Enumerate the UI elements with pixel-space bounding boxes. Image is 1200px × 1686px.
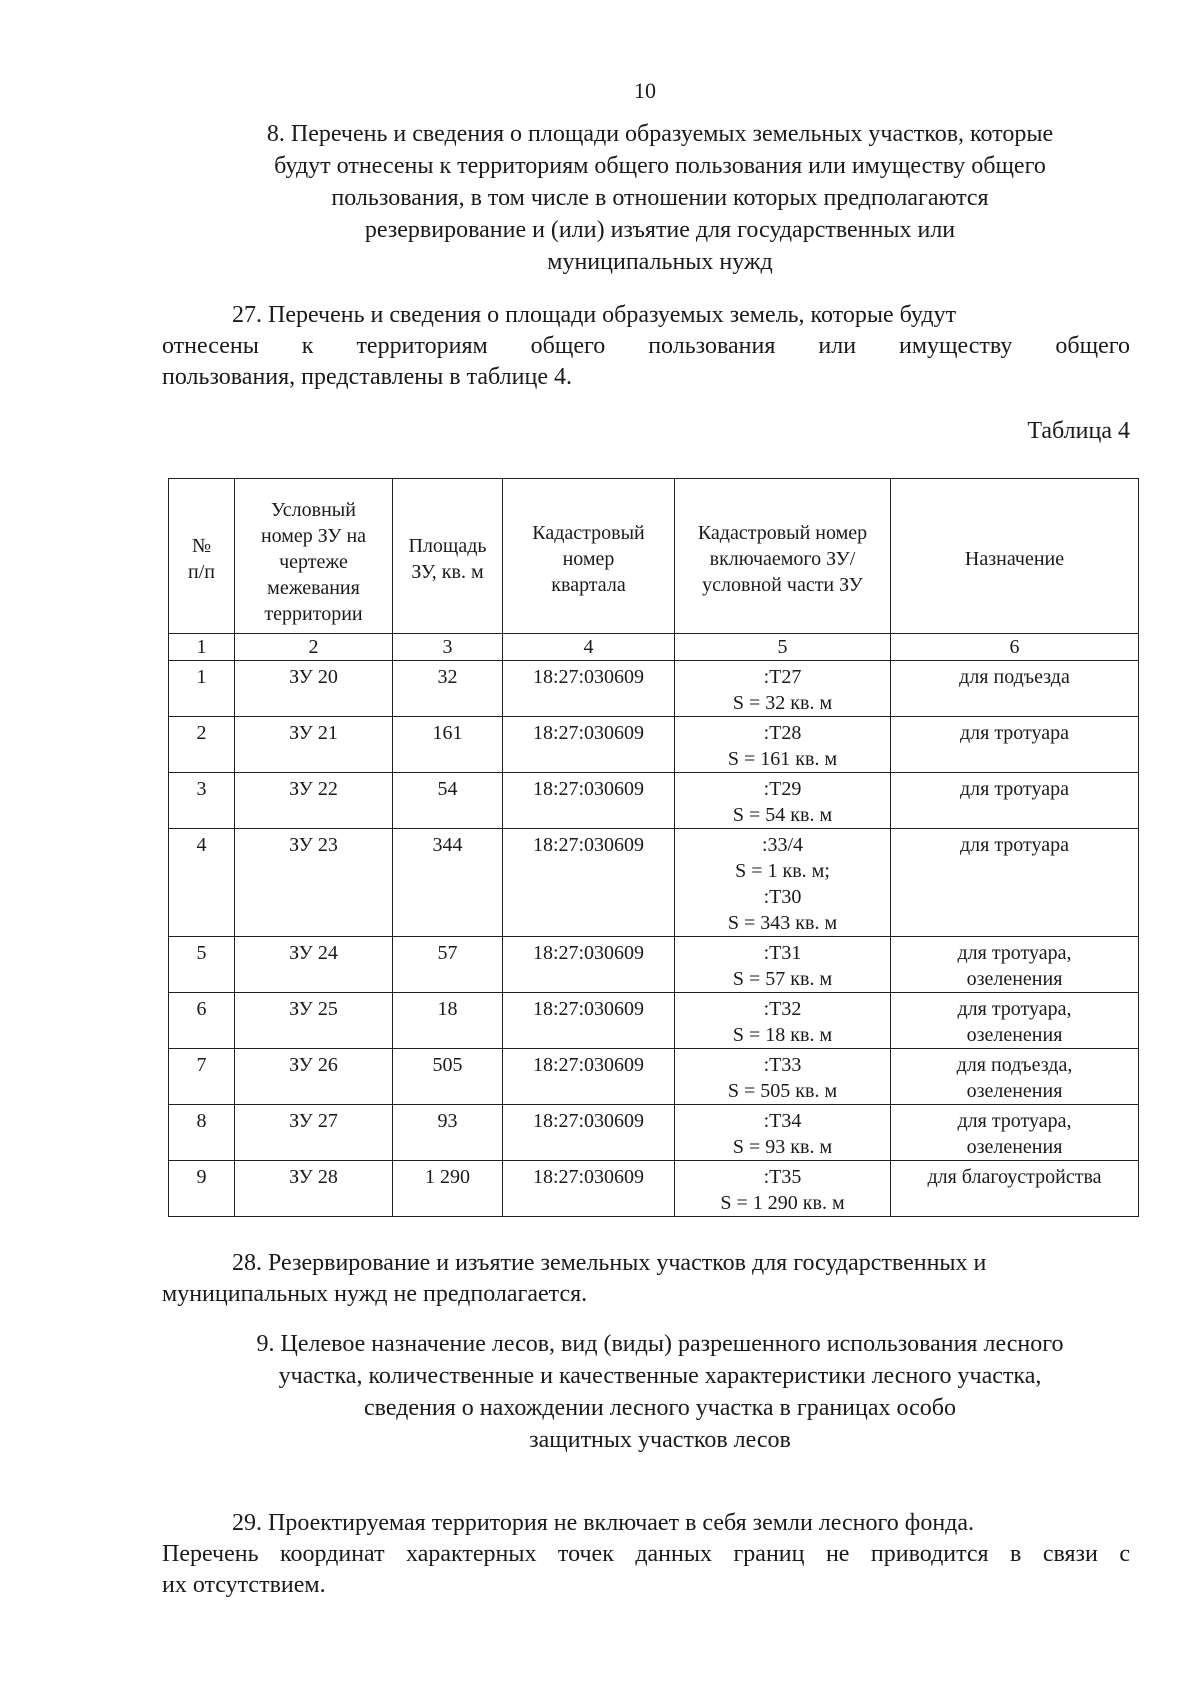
cell-area: 32 bbox=[393, 661, 503, 717]
table-caption: Таблица 4 bbox=[1027, 418, 1130, 444]
header-line: чертеже bbox=[279, 551, 348, 573]
cell-cadastral-part bbox=[675, 717, 891, 773]
paragraph-line: Перечень координат характерных точек данных границ не приводится в связи с bbox=[162, 1541, 1130, 1567]
cell-purpose bbox=[891, 1049, 1139, 1105]
paragraph-line: 29. Проектируемая территория не включает в себя земли лесного фонда. bbox=[232, 1510, 975, 1536]
cell-line: S = 1 кв. м; bbox=[735, 860, 830, 882]
header-line: Кадастровый bbox=[532, 522, 645, 544]
cell-cadastral-part bbox=[675, 1161, 891, 1217]
cell-number: 4 bbox=[169, 829, 235, 937]
cell-plot-code: ЗУ 23 bbox=[235, 829, 393, 937]
cell-line: для тротуара bbox=[959, 834, 1070, 856]
heading-line: 8. Перечень и сведения о площади образуемых земельных участков, которые bbox=[266, 121, 1054, 147]
header-line: Условный bbox=[271, 499, 356, 521]
table-row bbox=[169, 773, 1139, 829]
table-row bbox=[169, 937, 1139, 993]
heading-line: пользования, в том числе в отношении которых предполагаются bbox=[331, 185, 989, 211]
header-line: Площадь bbox=[408, 535, 487, 557]
heading-line: резервирование и (или) изъятие для государственных или bbox=[364, 217, 956, 243]
header-number bbox=[169, 479, 235, 634]
header-area bbox=[393, 479, 503, 634]
header-cadastral-quarter bbox=[503, 479, 675, 634]
column-number: 3 bbox=[393, 634, 503, 661]
cell-plot-code: ЗУ 28 bbox=[235, 1161, 393, 1217]
cell-plot-code: ЗУ 22 bbox=[235, 773, 393, 829]
cell-cadastral-quarter: 18:27:030609 bbox=[503, 829, 675, 937]
cell-area: 57 bbox=[393, 937, 503, 993]
header-line: Кадастровый номер bbox=[697, 522, 868, 544]
cell-number: 1 bbox=[169, 661, 235, 717]
heading-line: участка, количественные и качественные характеристики лесного участка, bbox=[278, 1363, 1042, 1389]
header-line: квартала bbox=[551, 574, 626, 596]
cell-line: для тротуара, bbox=[957, 998, 1072, 1020]
header-line: п/п bbox=[188, 561, 215, 583]
cell-line: S = 161 кв. м bbox=[727, 748, 838, 770]
cell-line: для тротуара bbox=[959, 778, 1070, 800]
cell-purpose bbox=[891, 829, 1139, 937]
cell-line: озеленения bbox=[966, 1136, 1063, 1158]
cell-line: для тротуара bbox=[959, 722, 1070, 744]
table-row bbox=[169, 1161, 1139, 1217]
cell-number: 7 bbox=[169, 1049, 235, 1105]
cell-cadastral-part bbox=[675, 773, 891, 829]
cell-area: 18 bbox=[393, 993, 503, 1049]
header-cadastral-part bbox=[675, 479, 891, 634]
column-number: 2 bbox=[235, 634, 393, 661]
cell-cadastral-quarter: 18:27:030609 bbox=[503, 773, 675, 829]
cell-line: :Т31 bbox=[763, 942, 802, 964]
cell-area: 344 bbox=[393, 829, 503, 937]
table-body bbox=[169, 661, 1139, 1217]
paragraph-29 bbox=[162, 1508, 1130, 1601]
column-number: 4 bbox=[503, 634, 675, 661]
land-plots-table bbox=[168, 478, 1139, 1217]
cell-line: для подъезда, bbox=[956, 1054, 1073, 1076]
paragraph-line: 28. Резервирование и изъятие земельных участков для государственных и bbox=[232, 1250, 987, 1276]
cell-line: S = 1 290 кв. м bbox=[720, 1192, 845, 1214]
cell-line: S = 18 кв. м bbox=[732, 1024, 833, 1046]
cell-line: для тротуара, bbox=[957, 942, 1072, 964]
cell-area: 505 bbox=[393, 1049, 503, 1105]
cell-line: :Т29 bbox=[763, 778, 802, 800]
cell-number: 6 bbox=[169, 993, 235, 1049]
paragraph-27 bbox=[162, 300, 1130, 393]
cell-purpose bbox=[891, 937, 1139, 993]
column-number: 6 bbox=[891, 634, 1139, 661]
cell-cadastral-quarter: 18:27:030609 bbox=[503, 661, 675, 717]
cell-line: S = 93 кв. м bbox=[732, 1136, 833, 1158]
header-line: номер ЗУ на bbox=[260, 525, 367, 547]
cell-cadastral-quarter: 18:27:030609 bbox=[503, 993, 675, 1049]
heading-line: 9. Целевое назначение лесов, вид (виды) разрешенного использования лесного bbox=[256, 1331, 1064, 1357]
cell-plot-code: ЗУ 21 bbox=[235, 717, 393, 773]
cell-line: :Т32 bbox=[763, 998, 802, 1020]
table-header-row bbox=[169, 479, 1139, 634]
header-line: № bbox=[191, 535, 212, 557]
cell-number: 5 bbox=[169, 937, 235, 993]
header-purpose bbox=[891, 479, 1139, 634]
heading-line: защитных участков лесов bbox=[529, 1427, 791, 1453]
cell-purpose bbox=[891, 661, 1139, 717]
section-8-heading bbox=[160, 118, 1160, 278]
table-row bbox=[169, 993, 1139, 1049]
paragraph-line: муниципальных нужд не предполагается. bbox=[162, 1281, 588, 1307]
cell-area: 1 290 bbox=[393, 1161, 503, 1217]
header-line: включаемого ЗУ/ bbox=[709, 548, 856, 570]
cell-line: :Т27 bbox=[763, 666, 802, 688]
cell-cadastral-quarter: 18:27:030609 bbox=[503, 717, 675, 773]
cell-line: озеленения bbox=[966, 1080, 1063, 1102]
header-line: условной части ЗУ bbox=[702, 574, 863, 596]
cell-line: озеленения bbox=[966, 1024, 1063, 1046]
table-row bbox=[169, 1049, 1139, 1105]
heading-line: сведения о нахождении лесного участка в границах особо bbox=[364, 1395, 956, 1421]
paragraph-line: 27. Перечень и сведения о площади образуемых земель, которые будут bbox=[232, 302, 957, 328]
cell-line: :Т28 bbox=[763, 722, 802, 744]
cell-plot-code: ЗУ 25 bbox=[235, 993, 393, 1049]
cell-purpose bbox=[891, 717, 1139, 773]
cell-line: S = 505 кв. м bbox=[727, 1080, 838, 1102]
paragraph-28 bbox=[162, 1248, 1130, 1310]
cell-cadastral-part bbox=[675, 829, 891, 937]
header-line: межевания bbox=[267, 577, 360, 599]
cell-cadastral-quarter: 18:27:030609 bbox=[503, 1105, 675, 1161]
cell-cadastral-part bbox=[675, 937, 891, 993]
header-line: территории bbox=[264, 603, 363, 625]
cell-area: 161 bbox=[393, 717, 503, 773]
cell-plot-code: ЗУ 20 bbox=[235, 661, 393, 717]
cell-line: S = 54 кв. м bbox=[732, 804, 833, 826]
cell-cadastral-quarter: 18:27:030609 bbox=[503, 937, 675, 993]
column-number: 1 bbox=[169, 634, 235, 661]
heading-line: муниципальных нужд bbox=[547, 249, 773, 275]
cell-area: 54 bbox=[393, 773, 503, 829]
table-row bbox=[169, 829, 1139, 937]
cell-purpose bbox=[891, 1161, 1139, 1217]
cell-plot-code: ЗУ 27 bbox=[235, 1105, 393, 1161]
cell-cadastral-quarter: 18:27:030609 bbox=[503, 1161, 675, 1217]
cell-cadastral-part bbox=[675, 993, 891, 1049]
column-number-row bbox=[169, 634, 1139, 661]
cell-number: 8 bbox=[169, 1105, 235, 1161]
cell-line: озеленения bbox=[966, 968, 1063, 990]
cell-line: :Т30 bbox=[763, 886, 802, 908]
table-row bbox=[169, 661, 1139, 717]
cell-line: для благоустройства bbox=[927, 1166, 1102, 1188]
paragraph-line: пользования, представлены в таблице 4. bbox=[162, 364, 572, 390]
header-line: ЗУ, кв. м bbox=[411, 561, 484, 583]
cell-number: 9 bbox=[169, 1161, 235, 1217]
cell-plot-code: ЗУ 24 bbox=[235, 937, 393, 993]
table-row bbox=[169, 1105, 1139, 1161]
cell-plot-code: ЗУ 26 bbox=[235, 1049, 393, 1105]
header-line: номер bbox=[562, 548, 615, 570]
cell-purpose bbox=[891, 773, 1139, 829]
cell-number: 2 bbox=[169, 717, 235, 773]
cell-line: S = 343 кв. м bbox=[727, 912, 838, 934]
table-row bbox=[169, 717, 1139, 773]
column-number: 5 bbox=[675, 634, 891, 661]
cell-line: :33/4 bbox=[761, 834, 804, 856]
header-plot-code bbox=[235, 479, 393, 634]
paragraph-line: отнесены к территориям общего пользования или имуществу общего bbox=[162, 333, 1130, 359]
cell-line: :Т33 bbox=[763, 1054, 802, 1076]
cell-line: :Т35 bbox=[763, 1166, 802, 1188]
section-9-heading bbox=[160, 1328, 1160, 1456]
cell-number: 3 bbox=[169, 773, 235, 829]
cell-purpose bbox=[891, 1105, 1139, 1161]
cell-cadastral-part bbox=[675, 1049, 891, 1105]
cell-line: для подъезда bbox=[959, 666, 1070, 688]
cell-purpose bbox=[891, 993, 1139, 1049]
header-line: Назначение bbox=[964, 548, 1065, 570]
cell-line: для тротуара, bbox=[957, 1110, 1072, 1132]
cell-line: S = 57 кв. м bbox=[732, 968, 833, 990]
paragraph-line: их отсутствием. bbox=[162, 1572, 326, 1598]
cell-area: 93 bbox=[393, 1105, 503, 1161]
cell-cadastral-part bbox=[675, 661, 891, 717]
page-number: 10 bbox=[634, 78, 656, 103]
heading-line: будут отнесены к территориям общего пользования или имуществу общего bbox=[274, 153, 1046, 179]
cell-cadastral-part bbox=[675, 1105, 891, 1161]
cell-line: :Т34 bbox=[763, 1110, 802, 1132]
cell-line: S = 32 кв. м bbox=[732, 692, 833, 714]
cell-cadastral-quarter: 18:27:030609 bbox=[503, 1049, 675, 1105]
